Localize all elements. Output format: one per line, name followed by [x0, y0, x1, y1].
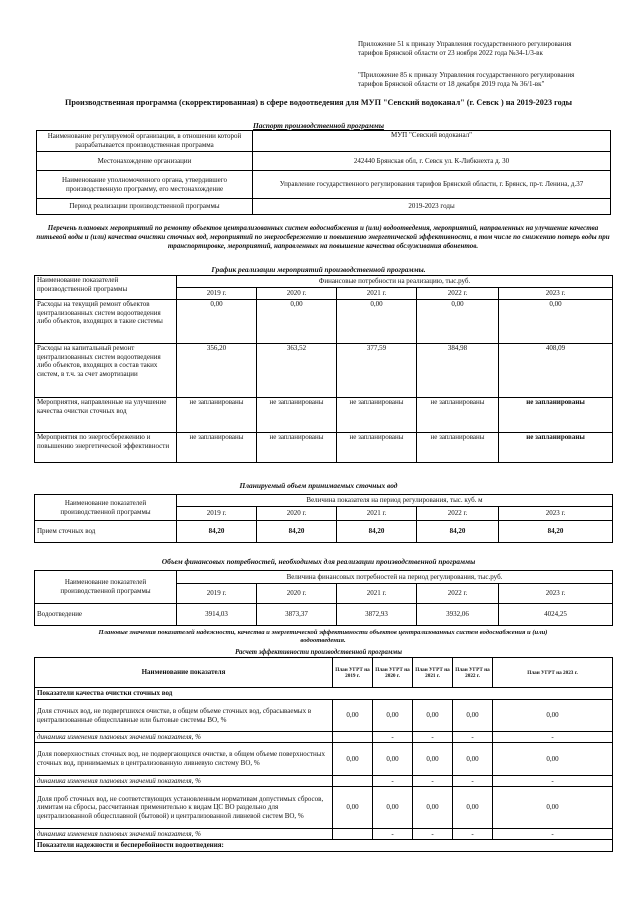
row-name: Расходы на текущий ремонт объектов централизованных систем водоотведения либо объектов, входящих в такие системы — [35, 300, 177, 344]
table-row — [35, 829, 613, 840]
cell-value: - — [453, 776, 493, 787]
row-dynamics: динамика изменения плановых значений показателя, % — [35, 829, 333, 840]
cell-value: 0,00 — [333, 700, 373, 732]
plan-header: План УГРТ на 2023 г. — [493, 658, 613, 688]
volume-group-header: Величина показателя на период регулирования, тыс. куб. м — [177, 495, 613, 507]
calc-title: Расчет эффективности производственной программы — [235, 649, 402, 656]
cell-value: - — [413, 829, 453, 840]
year-header: 2021 г. — [337, 507, 417, 521]
cell-value: 84,20 — [337, 521, 417, 543]
cell-value: 0,00 — [373, 700, 413, 732]
cell-value: 0,00 — [177, 300, 257, 344]
volume-col-name: Наименование показателей производственной программы — [35, 495, 177, 521]
cell-value: - — [453, 829, 493, 840]
cell-value: 0,00 — [373, 787, 413, 829]
table-row — [35, 521, 613, 543]
cell-value: не запланированы — [499, 398, 613, 433]
cell-value: не запланированы — [337, 398, 417, 433]
cell-value: не запланированы — [417, 398, 499, 433]
year-header: 2020 г. — [257, 507, 337, 521]
passport-value: 242440 Брянская обл, г. Севск ул. К-Либкнехта д. 30 — [253, 152, 611, 171]
row-name: Прием сточных вод — [35, 521, 177, 543]
schedule-title: График реализации мероприятий производственной программы. — [211, 265, 426, 274]
cell-value: не запланированы — [417, 433, 499, 463]
cell-value: 0,00 — [417, 300, 499, 344]
cell-value: 3872,93 — [337, 604, 417, 626]
reliability-heading — [40, 629, 606, 645]
header-line-3: "Приложение 85 к приказу Управления государственного регулирования — [358, 71, 575, 79]
passport-row — [37, 152, 611, 171]
passport-row — [37, 131, 611, 152]
cell-value: 0,00 — [493, 787, 613, 829]
cell-value — [333, 732, 373, 743]
year-header: 2023 г. — [499, 584, 613, 604]
volume-title: Планируемый объем принимаемых сточных вод — [239, 481, 398, 490]
year-header: 2020 г. — [257, 584, 337, 604]
year-header: 2019 г. — [177, 288, 257, 300]
header-line-1: Приложение 51 к приказу Управления государственного регулирования — [358, 40, 572, 48]
cell-value: 0,00 — [453, 700, 493, 732]
header-line-4: тарифов Брянской области от 18 декабря 2019 года № 36/1-вк" — [358, 80, 545, 88]
cell-value: 0,00 — [493, 743, 613, 776]
cell-value: 0,00 — [453, 743, 493, 776]
header-line-2: тарифов Брянской области от 23 ноября 2022 года №34-1/3-вк — [358, 49, 543, 57]
cell-value: 0,00 — [333, 787, 373, 829]
year-header: 2023 г. — [499, 288, 613, 300]
cell-value: - — [493, 776, 613, 787]
table-row — [35, 433, 613, 463]
passport-label: Период реализации производственной программы — [37, 199, 253, 215]
cell-value: - — [373, 829, 413, 840]
passport-value: Управление государственного регулирования тарифов Брянской области, г. Брянск, пр-т. Ленина, д.37 — [253, 171, 611, 199]
cell-value: 0,00 — [333, 743, 373, 776]
cell-value: - — [373, 776, 413, 787]
cell-value: не запланированы — [177, 398, 257, 433]
finance-col-name: Наименование показателей производственной программы — [35, 571, 177, 604]
finance-group-header: Величина финансовых потребностей на период регулирования, тыс.руб. — [177, 571, 613, 584]
cell-value: не запланированы — [177, 433, 257, 463]
cell-value: 0,00 — [413, 700, 453, 732]
cell-value: 3914,03 — [177, 604, 257, 626]
year-header: 2021 г. — [337, 584, 417, 604]
page-title: Производственная программа (скорректированная) в сфере водоотведения для МУП "Севский водоканал" (г. Севск ) на 2019-2023 годы — [64, 98, 573, 107]
cell-value: - — [373, 732, 413, 743]
passport-title: Паспорт производственной программы — [253, 121, 384, 130]
cell-value: - — [453, 732, 493, 743]
cell-value: 4024,25 — [499, 604, 613, 626]
cell-value: 356,20 — [177, 344, 257, 398]
table-row — [35, 344, 613, 398]
plan-header: План УГРТ на 2019 г. — [333, 658, 373, 688]
cell-value: 408,09 — [499, 344, 613, 398]
cell-value: 377,59 — [337, 344, 417, 398]
row-name: Доля проб сточных вод, не соответствующих установленным нормативам допустимых сбросов, лимитам на сбросы, рассчитанная применительно к видам ЦС ВО раздельно для централизованной общесплавной (бытовой) и централизованной ливневой систем ВО, % — [35, 787, 333, 829]
cell-value: не запланированы — [257, 398, 337, 433]
passport-label: Местонахождение организации — [37, 152, 253, 171]
table-row — [35, 604, 613, 626]
year-header: 2019 г. — [177, 507, 257, 521]
year-header: 2019 г. — [177, 584, 257, 604]
cell-value: 0,00 — [257, 300, 337, 344]
row-name: Расходы на капитальный ремонт централизованных систем водоотведения либо объектов, входящих в состав таких систем, в т.ч. за счет амортизации — [35, 344, 177, 398]
schedule-group-header: Финансовые потребности на реализацию, тыс.руб. — [177, 276, 613, 288]
schedule-col-name: Наименование показателей производственной программы — [35, 276, 177, 300]
row-name: Водоотведение — [35, 604, 177, 626]
cell-value: 0,00 — [413, 787, 453, 829]
row-dynamics: динамика изменения плановых значений показателя, % — [35, 732, 333, 743]
reliability-table — [34, 657, 613, 852]
cell-value: 0,00 — [453, 787, 493, 829]
table-row — [35, 743, 613, 776]
plan-header: План УГРТ на 2021 г. — [413, 658, 453, 688]
row-name: Мероприятия, направленные на улучшение качества очистки сточных вод — [35, 398, 177, 433]
passport-label: Наименование уполномоченного органа, утвердившего производственную программу, его местонахождение — [37, 171, 253, 199]
table-row — [35, 776, 613, 787]
schedule-table — [34, 275, 613, 463]
passport-value: МУП "Севский водоканал" — [253, 131, 611, 152]
finance-table — [34, 570, 613, 626]
cell-value — [333, 776, 373, 787]
cell-value — [333, 829, 373, 840]
finance-title: Объем финансовых потребностей, необходимых для реализации производственной программы — [161, 557, 476, 566]
cell-value: 3932,06 — [417, 604, 499, 626]
cell-value: 3873,37 — [257, 604, 337, 626]
cell-value: - — [413, 732, 453, 743]
cell-value: 0,00 — [373, 743, 413, 776]
cell-value: не запланированы — [257, 433, 337, 463]
reliability-heading-line-2: водоотведения. — [300, 637, 346, 644]
table-row — [35, 732, 613, 743]
cell-value: 84,20 — [417, 521, 499, 543]
section-quality: Показатели качества очистки сточных вод — [35, 688, 613, 700]
measures-paragraph: Перечень плановых мероприятий по ремонту объектов централизованных систем водоснабжения и (или) водоотведения, мероприятий, направленных на улучшение качества питьевой воды и (или) качества очистки сточных вод, мероприятий по энергосбережению и повышению энергетической эффективности, в том числе по снижению потерь воды при транспортировке, мероприятий, направленных на повышение качества обслуживания абонентов. — [36, 224, 610, 250]
year-header: 2023 г. — [499, 507, 613, 521]
cell-value: не запланированы — [337, 433, 417, 463]
cell-value: 0,00 — [493, 700, 613, 732]
passport-row — [37, 171, 611, 199]
order-reference-current — [358, 40, 628, 58]
passport-label: Наименование регулируемой организации, в отношении которой разрабатывается производственная программа — [37, 131, 253, 152]
section-reliability: Показатели надежности и бесперебойности водоотведения: — [35, 840, 613, 852]
year-header: 2020 г. — [257, 288, 337, 300]
cell-value: 363,52 — [257, 344, 337, 398]
row-dynamics: динамика изменения плановых значений показателя, % — [35, 776, 333, 787]
plan-header: План УГРТ на 2022 г. — [453, 658, 493, 688]
cell-value: 384,98 — [417, 344, 499, 398]
passport-row — [37, 199, 611, 215]
year-header: 2022 г. — [417, 507, 499, 521]
year-header: 2021 г. — [337, 288, 417, 300]
cell-value: - — [493, 829, 613, 840]
passport-table — [36, 130, 611, 215]
row-name: Доля сточных вод, не подвергшихся очистке, в общем объеме сточных вод, сбрасываемых в централизованные общесплавные или бытовые системы ВО, % — [35, 700, 333, 732]
table-row — [35, 700, 613, 732]
cell-value: 0,00 — [499, 300, 613, 344]
cell-value: - — [413, 776, 453, 787]
row-name: Мероприятия по энергосбережению и повышению энергетической эффективности — [35, 433, 177, 463]
year-header: 2022 г. — [417, 584, 499, 604]
cell-value: - — [493, 732, 613, 743]
row-name: Доля поверхностных сточных вод, не подвергающихся очистке, в общем объеме поверхностных сточных вод, принимаемых в централизованную ливневую систему ВО, % — [35, 743, 333, 776]
cell-value: 0,00 — [337, 300, 417, 344]
year-header: 2022 г. — [417, 288, 499, 300]
cell-value: 84,20 — [499, 521, 613, 543]
reliability-heading-line-1: Плановые значения показателей надежности, качества и энергетической эффективности объектов централизованных систем водоснабжения и (или) — [98, 629, 548, 636]
cell-value: 84,20 — [257, 521, 337, 543]
cell-value: 0,00 — [413, 743, 453, 776]
plan-header: План УГРТ на 2020 г. — [373, 658, 413, 688]
table-row — [35, 787, 613, 829]
cell-value: не запланированы — [499, 433, 613, 463]
order-reference-original — [358, 71, 628, 89]
table-row — [35, 398, 613, 433]
reliability-col-name: Наименование показателя — [35, 658, 333, 688]
table-row — [35, 300, 613, 344]
passport-value: 2019-2023 годы — [253, 199, 611, 215]
cell-value: 84,20 — [177, 521, 257, 543]
volume-table — [34, 494, 613, 543]
